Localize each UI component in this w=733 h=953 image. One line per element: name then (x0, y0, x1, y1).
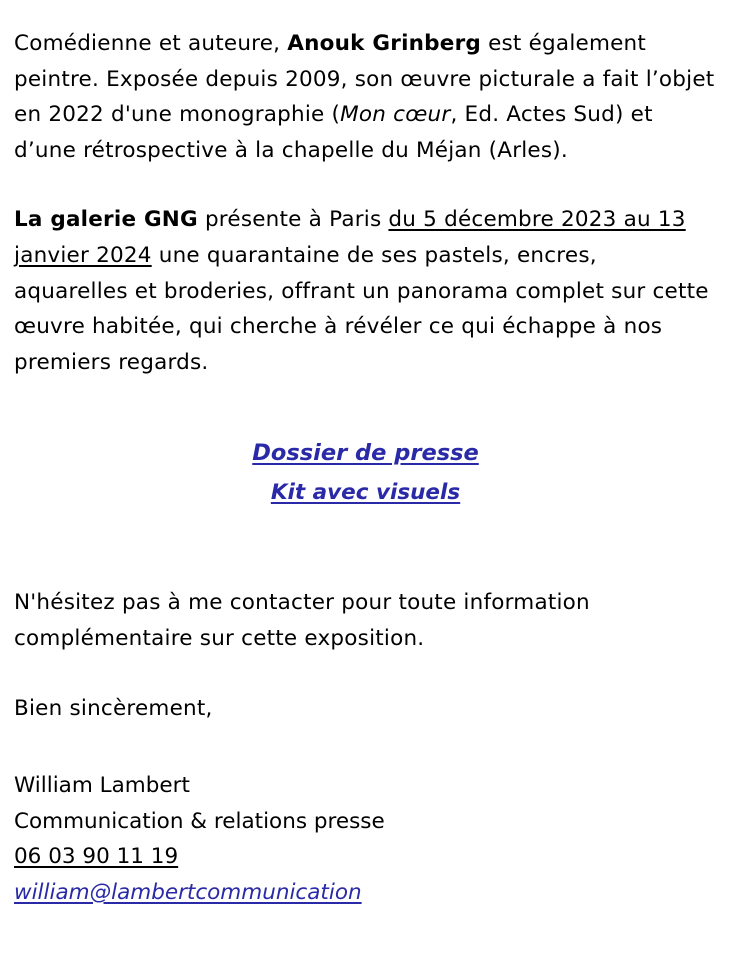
intro-text-part3: , Ed. Actes Sud) et d’une rétrospective à la chapelle du Méjan (Arles). (14, 102, 653, 163)
spacer-1 (14, 168, 717, 202)
spacer-2 (14, 380, 717, 434)
spacer-3 (14, 513, 717, 585)
gallery-name: La galerie GNG (14, 207, 198, 233)
exhibition-paragraph (14, 202, 717, 380)
press-kit-line (14, 434, 717, 474)
links-block (14, 434, 717, 513)
exhibition-dates: du 5 décembre 2023 au 13 janvier 2024 (14, 207, 686, 268)
signature-phone: 06 03 90 11 19 (14, 844, 179, 870)
press-kit-link[interactable]: Dossier de presse (252, 440, 479, 467)
contact-note-paragraph: N'hésitez pas à me contacter pour toute information complémentaire sur cette exposition. (14, 590, 590, 651)
visuals-kit-line (14, 474, 717, 513)
signature-email-link[interactable]: william@lambertcommunication (14, 879, 362, 905)
regards-line: Bien sincèrement, (14, 695, 213, 721)
signature-name: William Lambert (14, 773, 190, 799)
intro-text-part1: Comédienne et auteure, (14, 31, 288, 56)
visuals-kit-link[interactable]: Kit avec visuels (270, 480, 461, 506)
exhibition-text-part2: une quarantaine de ses pastels, encres, aquarelles et broderies, offrant un panorama complet sur cette œuvre habitée, qui cherche à révéler ce qui échappe à nos premiers regards. (14, 242, 709, 375)
exhibition-text-part1: présente à Paris (197, 207, 389, 233)
spacer-4 (14, 657, 717, 691)
intro-text-part2: est également peintre. Exposée depuis 2009, son œuvre picturale a fait l’objet en 2022 d'une monographie ( (14, 31, 715, 128)
signature-role: Communication & relations presse (14, 808, 385, 834)
artist-name: Anouk Grinberg (287, 31, 482, 56)
spacer-5 (14, 726, 717, 768)
book-title: Mon cœur (340, 102, 451, 128)
intro-paragraph (14, 26, 717, 168)
